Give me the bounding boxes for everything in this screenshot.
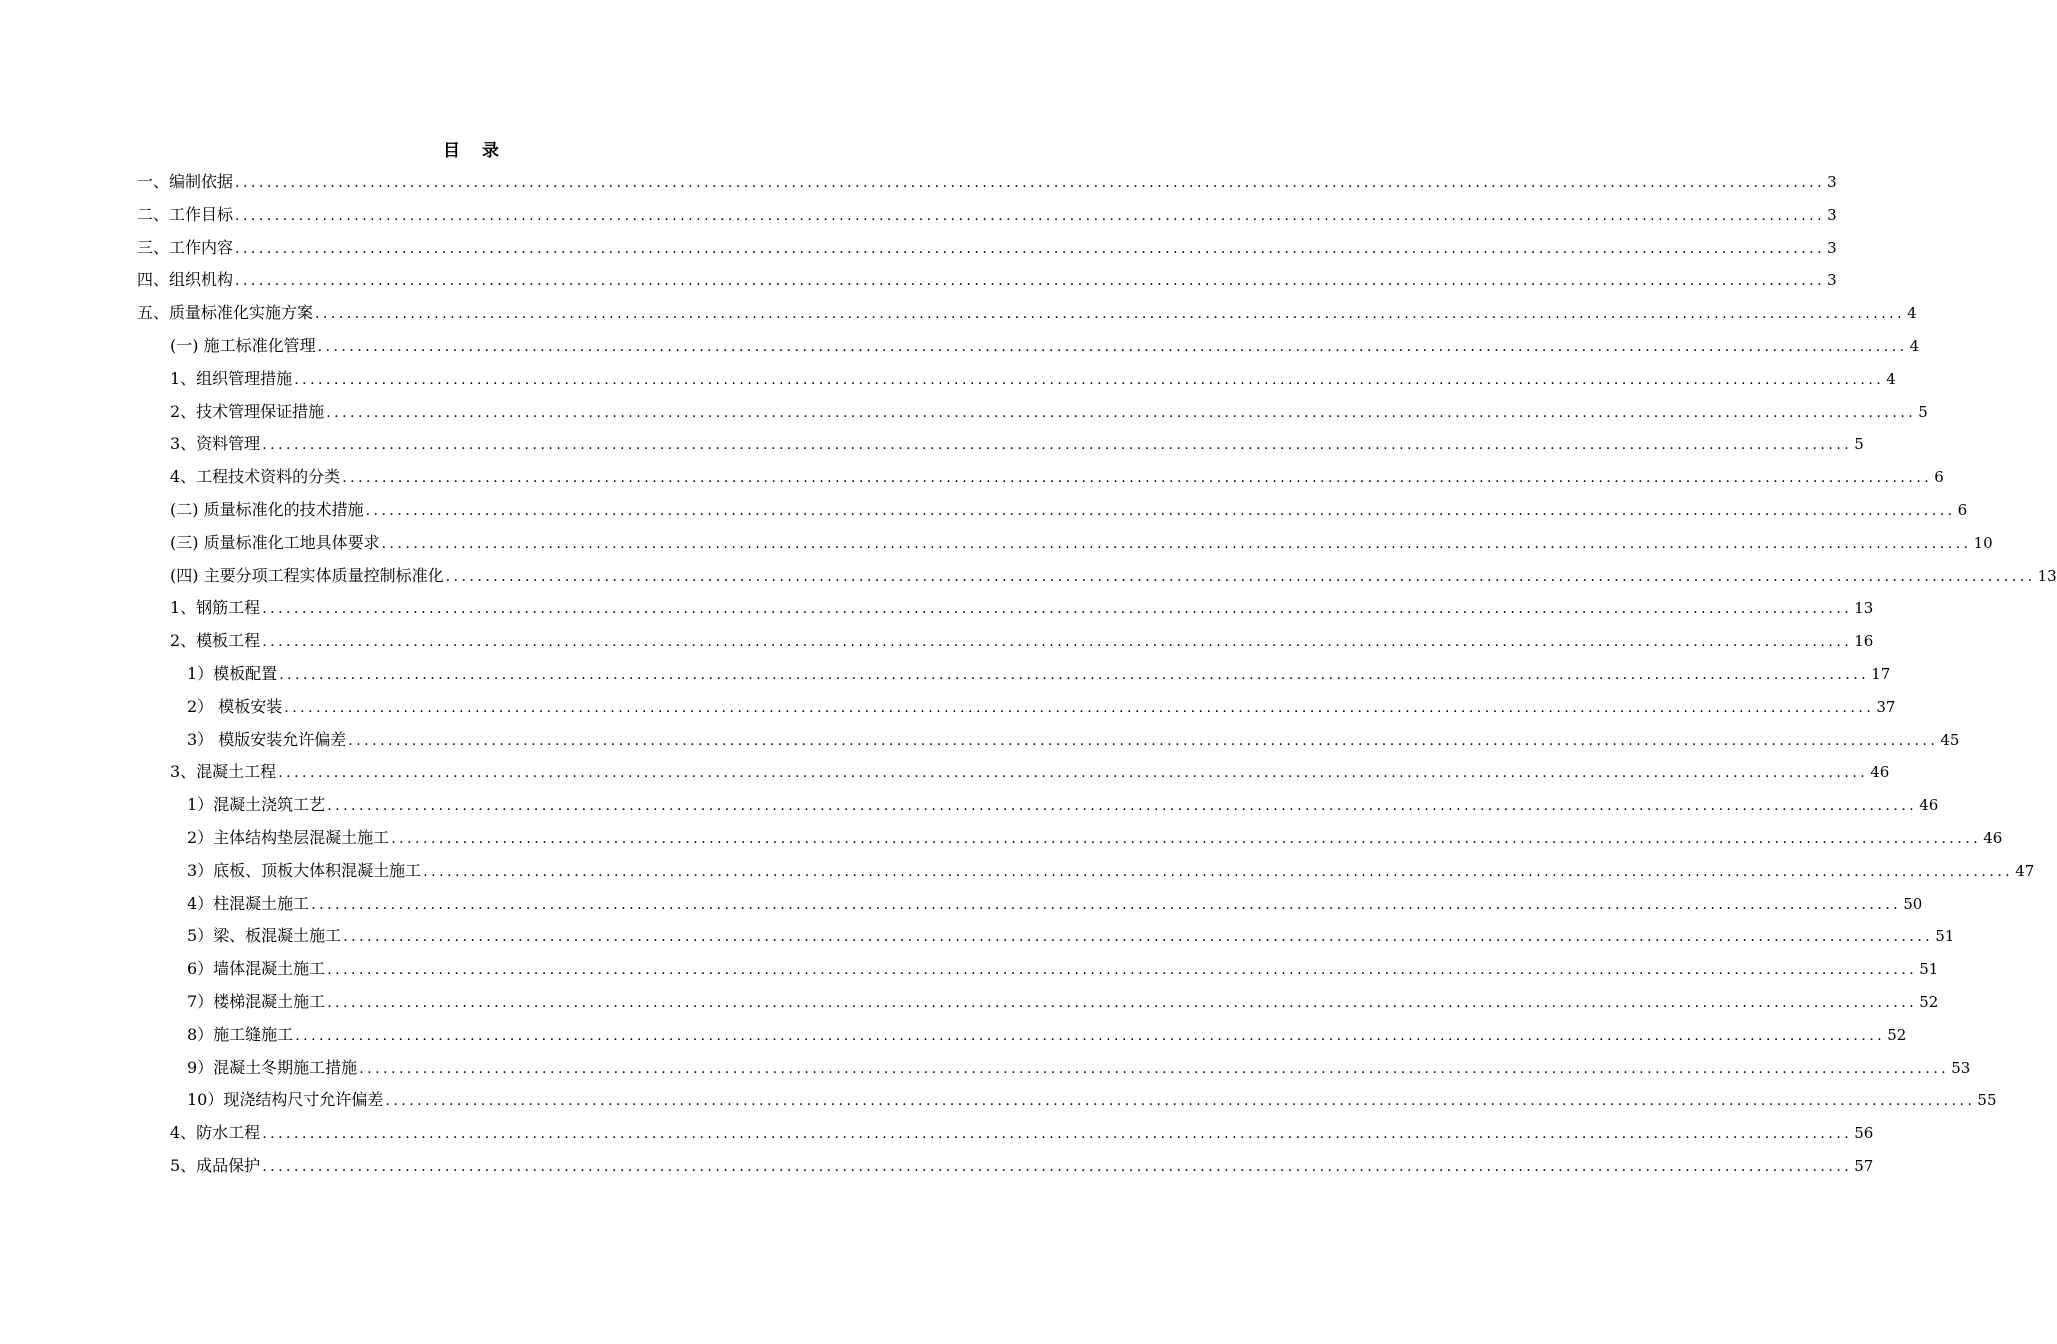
toc-entry-label: 1）模板配置 <box>187 664 278 683</box>
toc-entry-page: 5 <box>1918 402 1928 421</box>
toc-leader-dots: ........................................................................................................................................................................................................ <box>262 437 1853 454</box>
toc-leader-dots: ........................................................................................................................................................................................................ <box>381 535 1972 552</box>
toc-entry-label: 10）现浇结构尺寸允许偏差 <box>187 1090 384 1110</box>
toc-leader-dots: ........................................................................................................................................................................................................ <box>391 831 1982 847</box>
toc-entry[interactable] <box>187 789 1939 821</box>
toc-leader-dots: ........................................................................................................................................................................................................ <box>294 371 1885 388</box>
toc-entry-label: 4）柱混凝土施工 <box>187 893 310 913</box>
toc-entry-label: (三) 质量标准化工地具体要求 <box>170 532 380 552</box>
toc-leader-dots: ........................................................................................................................................................................................................ <box>235 273 1826 290</box>
toc-entry-page: 57 <box>1854 1157 1874 1175</box>
toc-leader-dots: ........................................................................................................................................................................................................ <box>326 404 1917 421</box>
toc-entry-page: 45 <box>1940 730 1960 749</box>
toc-entry-label: 3） 模版安装允许偏差 <box>187 729 347 749</box>
toc-entry-page: 46 <box>1870 763 1890 782</box>
toc-leader-dots: ........................................................................................................................................................................................................ <box>445 568 2036 585</box>
toc-entry[interactable] <box>170 363 1896 395</box>
toc-entry-label: 四、组织机构 <box>137 270 234 290</box>
toc-entry-page: 3 <box>1827 205 1837 224</box>
toc-entry[interactable] <box>170 592 1874 624</box>
toc-entry[interactable] <box>187 953 1939 985</box>
toc-entry[interactable] <box>187 888 1923 920</box>
toc-entry-label: 3、资料管理 <box>170 434 261 454</box>
toc-entry-page: 53 <box>1951 1058 1971 1077</box>
toc-entry-label: 二、工作目标 <box>137 204 234 224</box>
toc-entry-label: (二) 质量标准化的技术措施 <box>170 500 364 519</box>
toc-leader-dots: ........................................................................................................................................................................................................ <box>315 306 1906 323</box>
toc-entry-page: 51 <box>1935 927 1955 946</box>
toc-leader-dots: ........................................................................................................................................................................................................ <box>262 634 1853 651</box>
toc-entry-label: 2、模板工程 <box>170 631 261 651</box>
toc-entry-label: 1）混凝土浇筑工艺 <box>187 795 326 815</box>
toc-entry[interactable] <box>170 396 1928 428</box>
toc-entry[interactable] <box>187 691 1896 723</box>
toc-entry-label: 9）混凝土冬期施工措施 <box>187 1057 358 1077</box>
toc-entry-label: 5）梁、板混凝土施工 <box>187 926 342 946</box>
toc-entry-page: 3 <box>1827 238 1837 257</box>
toc-entry-label: (四) 主要分项工程实体质量控制标准化 <box>170 565 444 585</box>
toc-entry-label: 6）墙体混凝土施工 <box>187 959 326 979</box>
toc-leader-dots: ........................................................................................................................................................................................................ <box>327 798 1918 815</box>
toc-title: 目 录 <box>443 141 507 161</box>
toc-entry[interactable] <box>187 986 1939 1018</box>
toc-entry-label: 2）主体结构垫层混凝土施工 <box>187 828 390 847</box>
toc-entry[interactable] <box>170 560 2057 592</box>
toc-entry-page: 5 <box>1854 435 1864 454</box>
toc-leader-dots: ........................................................................................................................................................................................................ <box>262 1126 1853 1143</box>
toc-entry[interactable] <box>137 264 1837 296</box>
toc-entry-page: 13 <box>2037 566 2057 585</box>
toc-entry[interactable] <box>137 166 1837 198</box>
toc-entry[interactable] <box>137 199 1837 231</box>
toc-entry-page: 4 <box>1886 369 1896 388</box>
toc-entry[interactable] <box>170 756 1890 788</box>
toc-leader-dots: ........................................................................................................................................................................................................ <box>348 732 1939 749</box>
toc-leader-dots: ........................................................................................................................................................................................................ <box>235 207 1826 224</box>
toc-entry-label: 一、编制依据 <box>137 172 234 191</box>
toc-leader-dots: ........................................................................................................................................................................................................ <box>262 1159 1853 1175</box>
toc-entry[interactable] <box>137 232 1837 264</box>
toc-entry-page: 13 <box>1854 599 1874 618</box>
toc-entry-page: 52 <box>1919 993 1939 1011</box>
toc-leader-dots: ........................................................................................................................................................................................................ <box>284 699 1875 716</box>
toc-entry[interactable] <box>170 527 1993 559</box>
toc-leader-dots: ........................................................................................................................................................................................................ <box>327 995 1918 1011</box>
toc-entry-label: 1、组织管理措施 <box>170 368 293 388</box>
toc-entry[interactable] <box>170 1150 1874 1182</box>
toc-entry[interactable] <box>187 855 2035 887</box>
toc-entry-label: 8）施工缝施工 <box>187 1024 294 1044</box>
toc-entry-label: 3）底板、顶板大体积混凝土施工 <box>187 860 422 880</box>
toc-entry-page: 37 <box>1876 697 1896 716</box>
toc-entry-page: 51 <box>1919 960 1939 979</box>
toc-entry-label: 2、技术管理保证措施 <box>170 401 325 421</box>
toc-entry-page: 4 <box>1909 337 1920 355</box>
toc-entry-label: 3、混凝土工程 <box>170 762 277 782</box>
toc-leader-dots: ........................................................................................................................................................................................................ <box>311 896 1902 913</box>
toc-entry[interactable] <box>170 428 1864 460</box>
toc-entry-page: 56 <box>1854 1124 1874 1143</box>
toc-entry-label: 1、钢筋工程 <box>170 598 261 618</box>
toc-leader-dots: ........................................................................................................................................................................................................ <box>262 601 1853 618</box>
toc-entry-label: (一) 施工标准化管理 <box>170 336 316 355</box>
toc-entry-page: 46 <box>1983 829 2003 847</box>
toc-leader-dots: ........................................................................................................................................................................................................ <box>342 470 1933 487</box>
toc-entry-label: 五、质量标准化实施方案 <box>137 303 314 323</box>
toc-leader-dots: ........................................................................................................................................................................................................ <box>279 667 1870 683</box>
toc-leader-dots: ........................................................................................................................................................................................................ <box>359 1060 1950 1077</box>
toc-entry[interactable] <box>170 1117 1874 1149</box>
toc-entry-label: 2） 模板安装 <box>187 696 283 716</box>
toc-entry-label: 三、工作内容 <box>137 237 234 257</box>
toc-entry-page: 6 <box>1957 501 1968 519</box>
toc-entry-label: 5、成品保护 <box>170 1156 261 1175</box>
toc-entry-page: 16 <box>1854 632 1874 651</box>
toc-entry-page: 52 <box>1887 1025 1907 1044</box>
toc-entry-page: 46 <box>1919 796 1939 815</box>
toc-entry-label: 4、防水工程 <box>170 1123 261 1143</box>
toc-entry-page: 17 <box>1871 665 1891 683</box>
toc-leader-dots: ........................................................................................................................................................................................................ <box>317 339 1908 355</box>
toc-leader-dots: ........................................................................................................................................................................................................ <box>343 929 1934 946</box>
toc-leader-dots: ........................................................................................................................................................................................................ <box>235 175 1826 191</box>
toc-entry-page: 6 <box>1934 468 1944 487</box>
toc-leader-dots: ........................................................................................................................................................................................................ <box>235 240 1826 257</box>
toc-entry[interactable] <box>137 297 1917 329</box>
toc-entry[interactable] <box>187 1019 1907 1051</box>
toc-entry[interactable] <box>170 330 1920 362</box>
toc-entry-page: 50 <box>1903 894 1923 913</box>
toc-entry-label: 4、工程技术资料的分类 <box>170 467 341 487</box>
toc-entry[interactable] <box>170 494 1968 526</box>
toc-leader-dots: ........................................................................................................................................................................................................ <box>295 1027 1886 1044</box>
toc-entry[interactable] <box>187 658 1891 690</box>
toc-entry-page: 47 <box>2015 861 2035 880</box>
toc-entry[interactable] <box>170 461 1944 493</box>
toc-entry-page: 3 <box>1827 271 1837 290</box>
toc-leader-dots: ........................................................................................................................................................................................................ <box>278 765 1869 782</box>
toc-entry[interactable] <box>187 822 2003 854</box>
toc-entry-page: 10 <box>1973 533 1993 552</box>
toc-entry[interactable] <box>170 625 1874 657</box>
toc-entry[interactable] <box>187 920 1955 952</box>
toc-entry-label: 7）楼梯混凝土施工 <box>187 992 326 1011</box>
toc-entry[interactable] <box>187 1052 1971 1084</box>
toc-entry[interactable] <box>187 1084 1997 1116</box>
toc-leader-dots: ........................................................................................................................................................................................................ <box>327 962 1918 979</box>
toc-leader-dots: ........................................................................................................................................................................................................ <box>385 1093 1976 1110</box>
toc-entry-page: 4 <box>1907 304 1917 323</box>
toc-entry-page: 55 <box>1977 1091 1997 1110</box>
toc-entry-page: 3 <box>1827 173 1837 191</box>
toc-leader-dots: ........................................................................................................................................................................................................ <box>423 863 2014 880</box>
toc-entry[interactable] <box>187 724 1960 756</box>
toc-leader-dots: ........................................................................................................................................................................................................ <box>365 503 1956 519</box>
